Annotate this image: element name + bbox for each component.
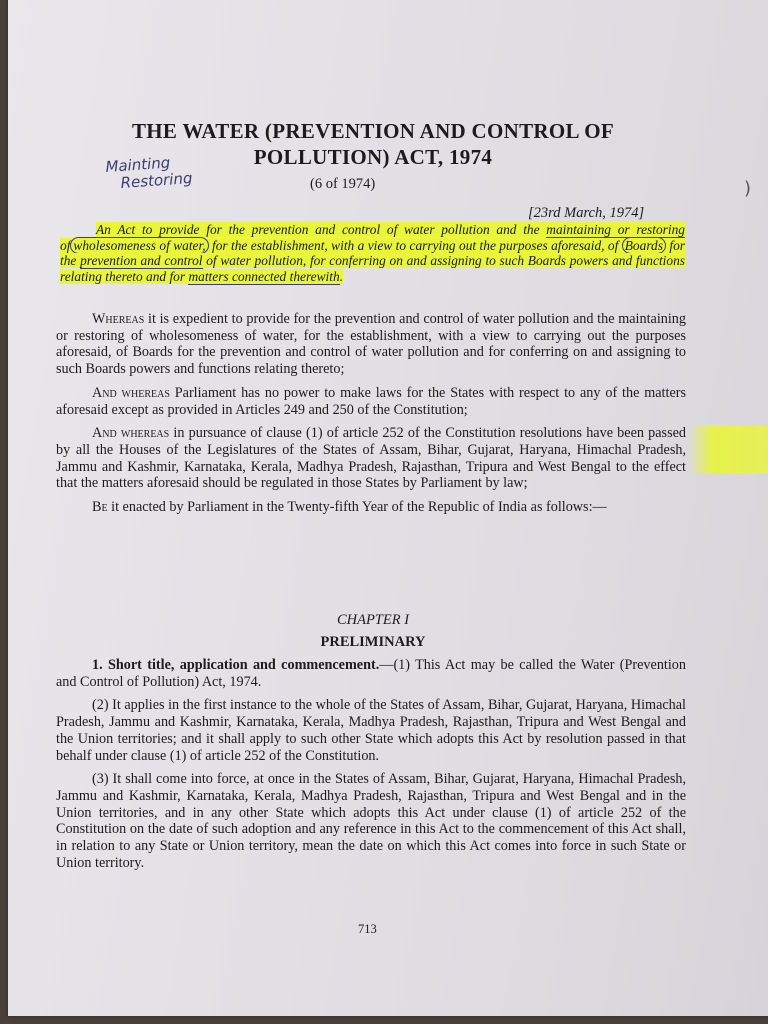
handwritten-line-2: Restoring: [120, 169, 193, 192]
underline-prevention: prevention and control: [80, 253, 203, 269]
handwritten-note: [105, 153, 193, 193]
highlighter-stripe: [688, 425, 768, 473]
page-number: 713: [358, 922, 377, 936]
underline-maintaining: maintaining or restoring: [546, 222, 685, 237]
enacting-text: it enacted by Parliament in the Twenty-fifth Year of the Republic of India as follows:—: [107, 499, 607, 516]
and-whereas-text-1: Parliament has no power to make laws for the States with respect to any of the matters aforesaid except as provided in Articles 249 and 250 of the Constitution;: [56, 384, 686, 418]
and-whereas-word-2: And whereas: [92, 425, 170, 442]
section-1-text-1: —(1) This Act may be called the Water (Prevention and Control of Pollution) Act, 1974.: [56, 657, 686, 690]
section-1-subsection-1: [56, 657, 686, 690]
book-page: [8, 0, 768, 1016]
title-line-1: THE WATER (PREVENTION AND CONTROL OF: [131, 119, 614, 143]
preamble: [60, 222, 685, 285]
preamble-text-7: .: [339, 269, 344, 285]
act-number: (6 of 1974): [310, 176, 376, 192]
recital-and-whereas-1: [56, 385, 686, 418]
be-word: Be: [92, 499, 108, 516]
title-line-2: POLLUTION) ACT, 1974: [253, 145, 493, 169]
preamble-text-3: for the establishment, with a view to: [208, 237, 410, 253]
underline-carrying: carrying out the purposes aforesaid: [409, 237, 602, 253]
chapter-number: CHAPTER I: [336, 612, 410, 628]
whereas-word: Whereas: [92, 311, 145, 327]
act-date: [23rd March, 1974]: [528, 205, 645, 221]
section-1: [56, 657, 686, 871]
bleed-through-mark: ): [744, 178, 752, 199]
circled-boards: Boards: [622, 237, 666, 254]
section-1-heading: 1. Short title, application and commencement.: [92, 657, 380, 673]
preamble-text-1: An Act to provide for the prevention and control of water pollution and the: [96, 222, 547, 237]
enacting-clause: [56, 499, 686, 516]
preamble-text-5: for the: [60, 237, 685, 269]
preamble-text-4: , of: [601, 237, 622, 253]
recital-and-whereas-2: [56, 425, 686, 492]
section-1-subsection-3: (3) It shall come into force, at once in the States of Assam, Bihar, Gujarat, Haryana, Himachal Pradesh, Jammu and Kashmir, Karnataka, Kerala, Madhya Pradesh, Rajasthan, Tripura and West Bengal and in the Union territories, and in any other State which adopts this Act under clause (1) of article 252 of the Constitution on the date of such adoption and any reference in this Act to the commencement of this Act shall, in relation to any State or Union territory, mean the date on which this Act comes into force in such State or Union territory.: [56, 771, 686, 871]
and-whereas-text-2: in pursuance of clause (1) of article 252 of the Constitution resolutions have been passed by all the Houses of the Legislatures of the States of Assam, Bihar, Gujarat, Haryana, Himachal Pradesh, Jammu and Kashmir, Karnataka, Kerala, Madhya Pradesh, Rajasthan, Tripura and West Bengal to the effect that the matters aforesaid should be regulated in those States by Parliament by law;: [56, 425, 686, 492]
recitals: [56, 311, 686, 516]
underline-matters: matters connected therewith: [188, 269, 340, 285]
section-1-subsection-2: (2) It applies in the first instance to the whole of the States of Assam, Bihar, Gujarat, Haryana, Himachal Pradesh, Jammu and Kashmir, Karnataka, Kerala, Madhya Pradesh, Rajasthan, Tripura and West Bengal and the Union territories; and it shall apply to such other State which adopts this Act by resolution passed in that behalf under clause (1) of article 252 of the Constitution.: [56, 697, 686, 764]
preamble-text-6: of water pollution, for conferring on and assigning to such Boards powers and functions relating thereto and for: [60, 253, 685, 285]
and-whereas-word-1: And whereas: [92, 384, 170, 401]
whereas-text: it is expedient to provide for the prevention and control of water pollution and the maintaining or restoring of wholesomeness of water, for the establishment, with a view to carrying out the purposes aforesaid, of Boards for the prevention and control of water pollution and for conferring on and assigning to such Boards powers and functions relating thereto;: [56, 311, 686, 378]
handwritten-line-1: Mainting: [104, 153, 171, 176]
chapter-name: PRELIMINARY: [320, 634, 426, 650]
circled-wholesomeness: wholesomeness of water,: [70, 237, 208, 254]
preamble-text-2: of: [60, 237, 71, 253]
recital-whereas: [56, 311, 686, 378]
preamble-highlight: [60, 222, 685, 284]
